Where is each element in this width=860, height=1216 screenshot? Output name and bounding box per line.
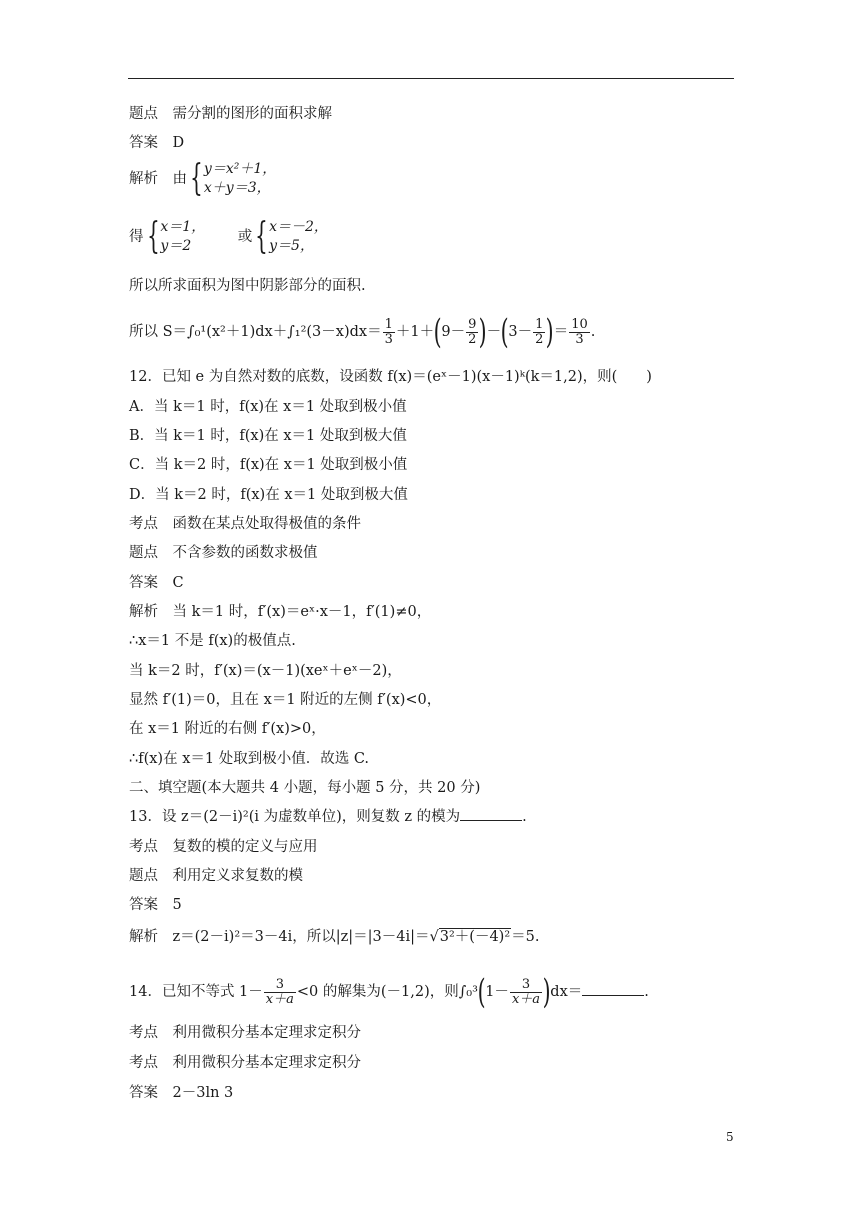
equation-line: y＝2 bbox=[160, 238, 192, 254]
equation-line: x＝1， bbox=[160, 219, 206, 235]
fraction: $\frac{3}{x+a}$ bbox=[511, 976, 541, 1007]
q12-jiexi-line: ∴x＝1 不是 f(x)的极值点. bbox=[129, 633, 296, 649]
q14-kaodian: 考点 利用微积分基本定理求定积分 bbox=[129, 1025, 361, 1041]
q11-tidian: 题点 需分割的图形的面积求解 bbox=[129, 106, 332, 122]
solution-system-1 bbox=[160, 218, 205, 256]
q12-option-a: A．当 k＝1 时，f(x)在 x＝1 处取到极小值 bbox=[129, 399, 407, 415]
answer-blank bbox=[582, 983, 644, 996]
q13-stem bbox=[129, 808, 527, 826]
bracket-text: 9－ bbox=[441, 324, 466, 340]
right-bracket: ) bbox=[479, 312, 487, 352]
q11-jiexi-label: 解析 由 bbox=[129, 171, 187, 187]
q14-kaodian: 考点 利用微积分基本定理求定积分 bbox=[129, 1055, 361, 1071]
q12-option-b: B．当 k＝1 时，f(x)在 x＝1 处取到极大值 bbox=[129, 428, 407, 444]
equation-line: y＝x²＋1， bbox=[203, 161, 277, 177]
q11-calculation bbox=[129, 312, 596, 352]
q14-stem-end: . bbox=[644, 984, 649, 1000]
q12-jiexi-line: ∴f(x)在 x＝1 处取到极小值．故选 C. bbox=[129, 751, 369, 767]
left-bracket: ( bbox=[433, 312, 442, 352]
page-number: 5 bbox=[726, 1130, 734, 1144]
q12-kaodian: 考点 函数在某点处取得极值的条件 bbox=[129, 516, 361, 532]
q11-area-line: 所以所求面积为图中阴影部分的面积. bbox=[129, 278, 366, 294]
q13-jiexi-end: ＝5. bbox=[511, 929, 540, 945]
calc-mid: ＋1＋ bbox=[395, 324, 435, 340]
q13-kaodian: 考点 复数的模的定义与应用 bbox=[129, 839, 318, 855]
bracket-text: 1－ bbox=[485, 984, 509, 1000]
q12-jiexi-line: 显然 f′(1)＝0，且在 x＝1 附近的左侧 f′(x)<0， bbox=[129, 692, 442, 708]
q13-answer: 答案 5 bbox=[129, 897, 182, 913]
left-bracket: ( bbox=[500, 312, 509, 352]
q11-jiexi-system bbox=[129, 160, 276, 198]
q12-answer: 答案 C bbox=[129, 575, 184, 591]
q14-stem bbox=[129, 972, 649, 1012]
equation-line: x＋y＝3， bbox=[203, 180, 271, 196]
fraction: $\frac{10}{3}$ bbox=[571, 316, 588, 347]
q13-jiexi bbox=[129, 928, 539, 946]
q14-answer: 答案 2－3ln 3 bbox=[129, 1085, 234, 1101]
q11-solutions bbox=[129, 218, 328, 256]
q12-jiexi-line: 在 x＝1 附近的右侧 f′(x)>0， bbox=[129, 721, 326, 737]
equation-line: y＝5， bbox=[269, 238, 314, 254]
q12-tidian: 题点 不含参数的函数求极值 bbox=[129, 545, 318, 561]
left-brace: { bbox=[146, 216, 160, 257]
equation-system-1 bbox=[204, 160, 276, 198]
left-bracket: ( bbox=[477, 972, 486, 1012]
sqrt-sign: √ bbox=[429, 929, 439, 945]
answer-blank bbox=[460, 808, 522, 821]
q14-stem-text: dx＝ bbox=[550, 984, 583, 1000]
q14-stem-text: 14．已知不等式 1－ bbox=[129, 984, 263, 1000]
bracket-text: 3－ bbox=[508, 324, 533, 340]
q11-answer: 答案 D bbox=[129, 135, 185, 151]
calc-end: . bbox=[590, 324, 596, 340]
q13-stem-text: 13．设 z＝(2－i)²(i 为虚数单位)，则复数 z 的模为 bbox=[129, 809, 461, 825]
calc-eq: ＝ bbox=[553, 324, 569, 340]
fraction: $\frac{3}{x+a}$ bbox=[265, 976, 294, 1007]
q13-jiexi-text: 解析 z＝(2－i)²＝3－4i，所以|z|＝|3－4i|＝ bbox=[129, 929, 430, 945]
calc-mid: － bbox=[486, 324, 502, 340]
q14-stem-text: <0 的解集为(－1,2)，则∫₀³ bbox=[296, 984, 478, 1000]
sqrt-radicand: 3²＋(－4)² bbox=[439, 929, 511, 945]
left-brace: { bbox=[255, 216, 268, 257]
right-bracket: ) bbox=[546, 312, 555, 352]
equation-line: x＝－2， bbox=[269, 219, 328, 235]
q12-stem: 12．已知 e 为自然对数的底数，设函数 f(x)＝(eˣ－1)(x－1)ᵏ(k＝1,2)，则( ) bbox=[129, 369, 652, 385]
right-bracket: ) bbox=[542, 972, 551, 1012]
fraction: $\frac{1}{2}$ bbox=[535, 316, 544, 347]
left-brace: { bbox=[190, 158, 203, 199]
huo-label: 或 bbox=[223, 229, 253, 245]
q12-option-c: C．当 k＝2 时，f(x)在 x＝1 处取到极小值 bbox=[129, 457, 408, 473]
calc-prefix: 所以 S＝∫₀¹(x²＋1)dx＋∫₁²(3－x)dx＝ bbox=[129, 324, 382, 340]
solution-system-2 bbox=[269, 218, 328, 256]
fraction: $\frac{1}{3}$ bbox=[384, 316, 393, 347]
q12-jiexi-line: 当 k＝2 时，f′(x)＝(x－1)(xeˣ＋eˣ－2)， bbox=[129, 663, 402, 679]
q13-stem-end: . bbox=[522, 809, 527, 825]
q12-jiexi-line: 解析 当 k＝1 时，f′(x)＝eˣ·x－1，f′(1)≠0， bbox=[129, 604, 432, 620]
q13-tidian: 题点 利用定义求复数的模 bbox=[129, 868, 303, 884]
q12-option-d: D．当 k＝2 时，f(x)在 x＝1 处取到极大值 bbox=[129, 487, 408, 503]
de-label: 得 bbox=[129, 229, 144, 245]
section-heading: 二、填空题(本大题共 4 小题，每小题 5 分，共 20 分) bbox=[129, 780, 481, 796]
fraction: $\frac{9}{2}$ bbox=[468, 316, 477, 347]
header-rule bbox=[128, 78, 734, 79]
